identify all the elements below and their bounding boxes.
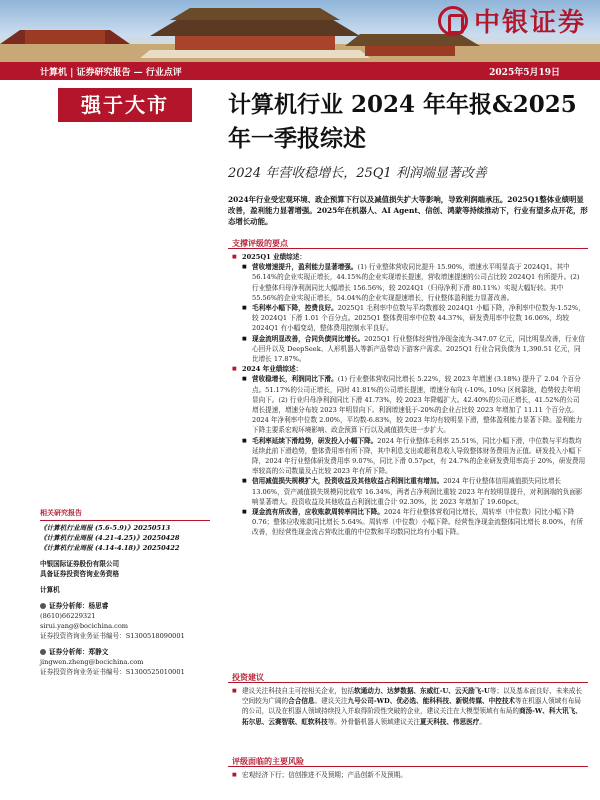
points-rule bbox=[228, 248, 588, 249]
risk-rule bbox=[228, 766, 588, 767]
header-banner bbox=[0, 0, 600, 62]
risk-heading: 评级面临的主要风险 bbox=[232, 756, 304, 766]
risk-item: ■ 宏观经济下行；信创推进不及预期；产品创新不及预期。 bbox=[232, 770, 586, 780]
points-item bbox=[232, 374, 586, 435]
points-item-text: (1) 行业整体营收同比增长 5.22%，较 2023 年增速 (3.18%) 提升了 2.04 个百分点。51.17%的公司正增长，同时 41.81%的公司增长提速，增速分布向 (-10%, 10%) 区间靠拢，趋势较去年明显向下。(2) 行业归母净利润同比下滑 41.73%，较 2023 年降幅扩大。42.40%的公司正增长，41.52%的公司增长提速，增速分布较 2023 年明显向下。利润增速低于-20%的企业占比较 2023 年增加了 11.11 个百分点。2024 年净利率中位数 2.00%，平均数-6.83%，较 2023 年均有较明显下滑，整体盈利能力显著下降。盈利能力下降主要系宏观环境影响、政企预算下行以及减值损失进一步扩大。 bbox=[252, 375, 583, 435]
analyst-1-title bbox=[40, 601, 210, 611]
points-item-key: 现金流有所改善，应收账款周转率同比下降。 bbox=[252, 508, 384, 517]
analyst-2-name: 证券分析师：郑静文 bbox=[49, 648, 109, 656]
points-subheading: ■ 2025Q1 业绩综述： bbox=[232, 252, 586, 262]
points-subheading: ■ 2024 年业绩综述： bbox=[232, 364, 586, 374]
category-bar bbox=[0, 62, 600, 80]
points-item-text: 2024 年行业整体营收同比增长，周转率（中位数）同比小幅下降 0.76；整体应收账款同比增长 5.64%。周转率（中位数）小幅下降。经营性净现金流整体同比增长 8.00%，有所改善，但经营性现金流占营收比重的中位数和平均数同比均有小幅下降。 bbox=[252, 508, 584, 537]
analyst-1-email[interactable]: sirui.yang@bocichina.com bbox=[40, 622, 129, 630]
person-icon bbox=[40, 603, 46, 609]
points-item-text: (1) 行业整体营收同比提升 15.90%，增速水平明显高于 2024Q1。其中 56.14%的企业实现正增长，44.15%的企业实现增长提速，营收增速提速的公司占比较 2024Q1 有所提升。(2) 行业整体归母净利润同比大幅增长 156.56%，较 2024Q1（归母净利下滑 80.11%）实现大幅好转。其中 55.56%的企业实现正增长，54.04%的企业实现提速增长，行业整体盈利能力显著改善。 bbox=[252, 263, 580, 302]
points-item-key: 毛利率延续下滑趋势，研发投入小幅下降。 bbox=[252, 436, 378, 445]
invest-highlight: 软通动力、达梦数据、东威红-U、云天励飞-U bbox=[354, 687, 490, 695]
points-item bbox=[232, 334, 586, 365]
points-item bbox=[232, 476, 586, 507]
person-icon bbox=[40, 649, 46, 655]
invest-highlight: 夏天科技、伟思医疗 bbox=[420, 717, 480, 726]
brand-name: 中银证券 bbox=[473, 8, 586, 38]
related-report[interactable]: 《计算机行业周报 (4.14-4.18)》20250422 bbox=[40, 544, 180, 552]
report-title: 计算机行业 2024 年年报&2025 年一季报综述 bbox=[228, 91, 577, 152]
invest-text: 等在机器人领域有布局的公司，以及在机器人领域持续投入并取得阶段性突破的企业，建议关注在大模型领域有布局的 bbox=[242, 697, 581, 716]
analyst-1-phone: (8610)66229321 bbox=[40, 612, 96, 620]
analyst-2-license: 证券投资咨询业务证书编号：S1300525010001 bbox=[40, 668, 185, 676]
report-category: 计算机 | 证券研究报告 — 行业点评 bbox=[40, 67, 182, 78]
risk-body bbox=[232, 770, 586, 780]
analyst-1-license: 证券投资咨询业务证书编号：S1300518090001 bbox=[40, 632, 185, 640]
points-heading: 支撑评级的要点 bbox=[232, 238, 288, 248]
brand bbox=[438, 2, 586, 39]
related-heading: 相关研究报告 bbox=[40, 508, 82, 517]
analyst-1-name: 证券分析师：杨思睿 bbox=[49, 602, 109, 610]
report-subtitle: 2024 年营收稳增长，25Q1 利润端显著改善 bbox=[228, 166, 487, 181]
related-report[interactable]: 《计算机行业周报 (5.6-5.9)》20250513 bbox=[40, 524, 171, 532]
invest-highlight: 合合信息 bbox=[288, 697, 315, 706]
company-name: 中银国际证券股份有限公司 bbox=[40, 560, 120, 568]
invest-highlight: 商汤-W、科大讯飞、拓尔思、云赛智联、虹软科技 bbox=[242, 707, 582, 726]
points-item-key: 营收稳增长，利润同比下滑。 bbox=[252, 375, 338, 384]
invest-heading: 投资建议 bbox=[232, 672, 264, 682]
invest-highlight: 九号公司-WD、优必选、能科科技、新锐传媒、中控技术 bbox=[347, 697, 516, 706]
points-item-key: 营收增速提升，盈利能力显著增强。 bbox=[252, 263, 358, 272]
related-reports bbox=[40, 508, 210, 677]
analyst-2-email[interactable]: jingwen.zheng@bocichina.com bbox=[40, 658, 144, 666]
report-summary: 2024年行业受宏观环境、政企预算下行以及减值损失扩大等影响，导致利润端承压。2025Q1整体业绩明显改善，盈利能力显著增强。2025年在机器人、AI Agent、信创、鸿蒙等持续推动下，行业有望多点开花，形态增长动能。 bbox=[228, 195, 588, 226]
points-item bbox=[232, 436, 586, 477]
industry-label: 计算机 bbox=[40, 586, 60, 594]
rating-badge: 强于大市 bbox=[58, 88, 192, 122]
invest-rule bbox=[228, 682, 588, 683]
related-rule bbox=[40, 520, 210, 521]
invest-item bbox=[232, 686, 586, 727]
points-item-text: 2024 年行业整体毛利率 25.51%，同比小幅下滑，中位数与平均数均延续此前下滑趋势，整体费用率有所下降，其中利息支出或超利息收入导致整体财务费用为正值。研发投入小幅下降，2024 年行业整体研发费用率 9.07%，同比下滑 0.57pct，有 24.7%的企业研发费用率高于 20%，研发费用率较高的公司数量及占比较 2023 年有所下降。 bbox=[252, 436, 586, 476]
points-item-text: 2025Q1 毛利率中位数与平均数都较 2024Q1 小幅下降，净利率中位数为-1.52%，较 2024Q1 下滑 1.01 个百分点。2025Q1 整体费用率中位数 44.37%，研发费用率中位数 16.06%，均较 2024Q1 有小幅变动，整体费用控制水平良好。 bbox=[252, 304, 585, 333]
analyst-2-title bbox=[40, 647, 210, 657]
invest-text: 建议关注科技自主可控相关企业，包括 bbox=[242, 687, 355, 695]
points-item bbox=[232, 507, 586, 538]
invest-text: 。建议关注 bbox=[314, 697, 348, 706]
points-item bbox=[232, 262, 586, 303]
invest-text: 。 bbox=[479, 717, 486, 726]
invest-text: 等；以及基本面良好、未来成长空间较为广阔的 bbox=[242, 687, 583, 706]
points-list bbox=[232, 252, 586, 538]
report-date: 2025年5月19日 bbox=[489, 67, 560, 78]
boc-logo-icon bbox=[438, 6, 468, 36]
points-item-key: 毛利率小幅下降，控费良好。 bbox=[252, 304, 338, 313]
points-item-key: 现金流明显改善，合同负债同比增长。 bbox=[252, 334, 365, 343]
points-item bbox=[232, 303, 586, 334]
invest-body bbox=[232, 686, 586, 727]
points-item-text: 2025Q1 行业整体经营性净现金流为-347.07 亿元，同比明显改善，行业信心回升以及 DeepSeek、人形机器人等新产品带动下游客户需求。2025Q1 行业合同负债为 1,390.51 亿元，同比增长 17.87%。 bbox=[252, 334, 585, 364]
points-item-text: 2024 年行业整体信用减值损失同比增长 13.06%，资产减值损失规模同比收窄 16.34%，两者占净利润比重较 2023 年有较明显提升，对利润端的负面影响显著增大。投资收益及其他收益占利润比重合计 92.30%，比 2023 年增加了 19.60pct。 bbox=[252, 477, 583, 506]
points-item-key: 信用减值损失规模扩大，投资收益及其他收益占利润比重有增加。 bbox=[252, 477, 444, 486]
company-qualification: 具备证券投资咨询业务资格 bbox=[40, 570, 120, 578]
invest-text: 等。外骨骼机器人领域建议关注 bbox=[327, 717, 421, 726]
related-report[interactable]: 《计算机行业周报 (4.21-4.25)》20250428 bbox=[40, 534, 180, 542]
